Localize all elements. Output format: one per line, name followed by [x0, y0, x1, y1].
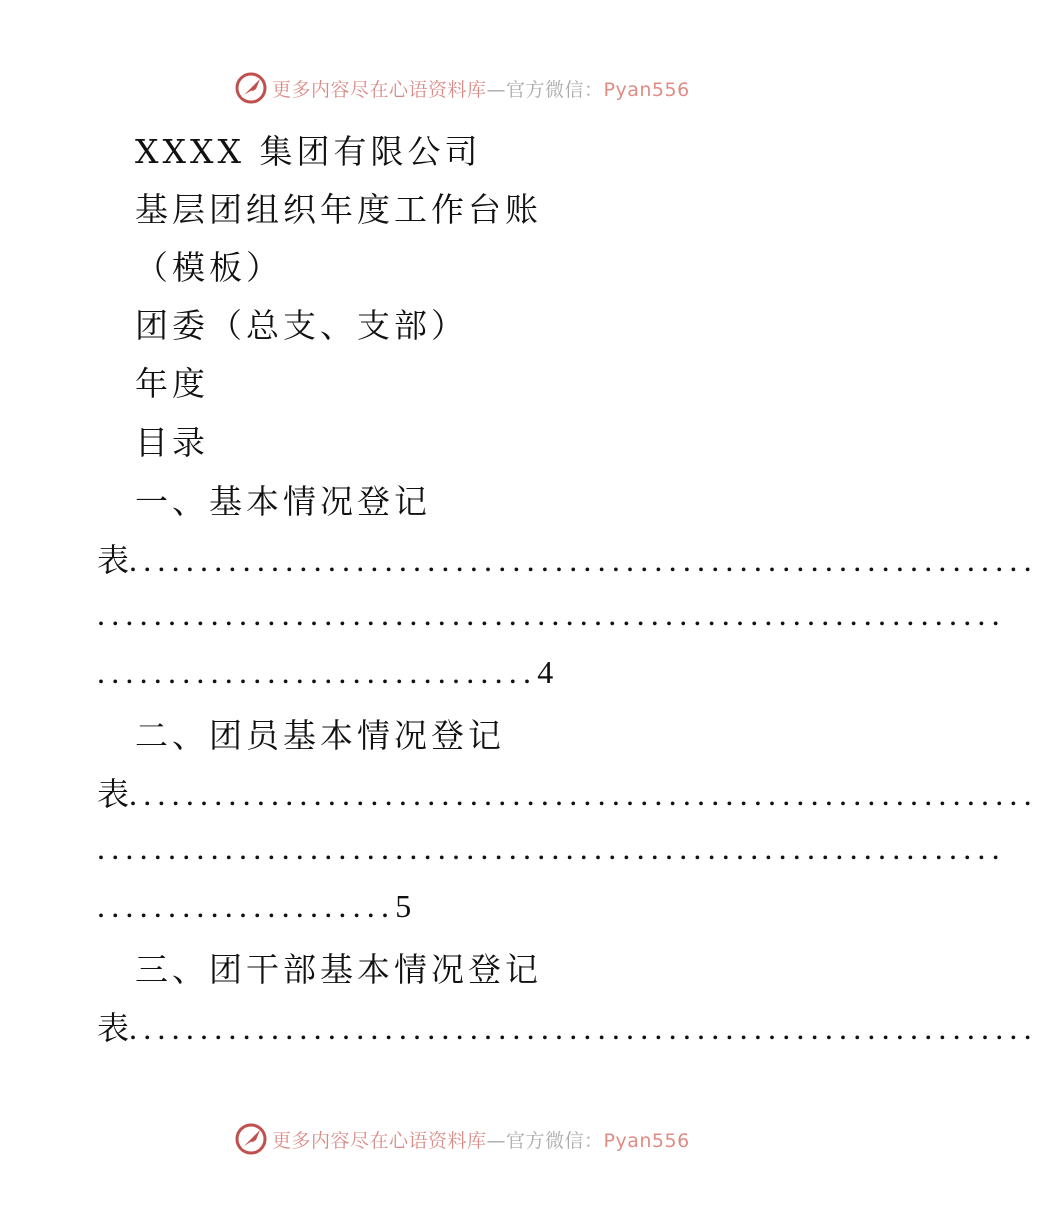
- toc-item-leader: ...............................4: [97, 654, 554, 690]
- year-label: 年度: [135, 364, 209, 403]
- quill-logo-icon: [234, 71, 268, 105]
- watermark-banner-bottom: [234, 1122, 690, 1156]
- company-name: XXXX 集团有限公司: [135, 132, 482, 171]
- toc-item-leader: 表................................................................: [97, 1009, 1038, 1047]
- watermark-text: 更多内容尽在心语资料库—官方微信：Pyan556: [272, 1129, 690, 1152]
- toc-item-leader: 表................................................................: [97, 541, 1038, 579]
- toc-page-number: 5: [395, 888, 412, 924]
- toc-item-title[interactable]: 三、团干部基本情况登记: [135, 950, 542, 989]
- toc-heading: 目录: [135, 423, 209, 462]
- toc-item-title[interactable]: 一、基本情况登记: [135, 482, 431, 521]
- document-subtitle: （模板）: [135, 248, 283, 287]
- toc-item-title[interactable]: 二、团员基本情况登记: [135, 716, 505, 755]
- quill-logo-icon: [234, 1122, 268, 1156]
- toc-item-leader: .....................5: [97, 888, 412, 924]
- watermark-banner-top: [234, 71, 690, 105]
- toc-item-leader: ................................................................: [97, 596, 1006, 632]
- toc-item-leader: 表................................................................: [97, 775, 1038, 813]
- watermark-text: 更多内容尽在心语资料库—官方微信：Pyan556: [272, 78, 690, 101]
- document-title: 基层团组织年度工作台账: [135, 190, 542, 229]
- toc-item-leader: ................................................................: [97, 830, 1006, 866]
- organization-label: 团委（总支、支部）: [135, 306, 468, 345]
- toc-page-number: 4: [537, 654, 554, 690]
